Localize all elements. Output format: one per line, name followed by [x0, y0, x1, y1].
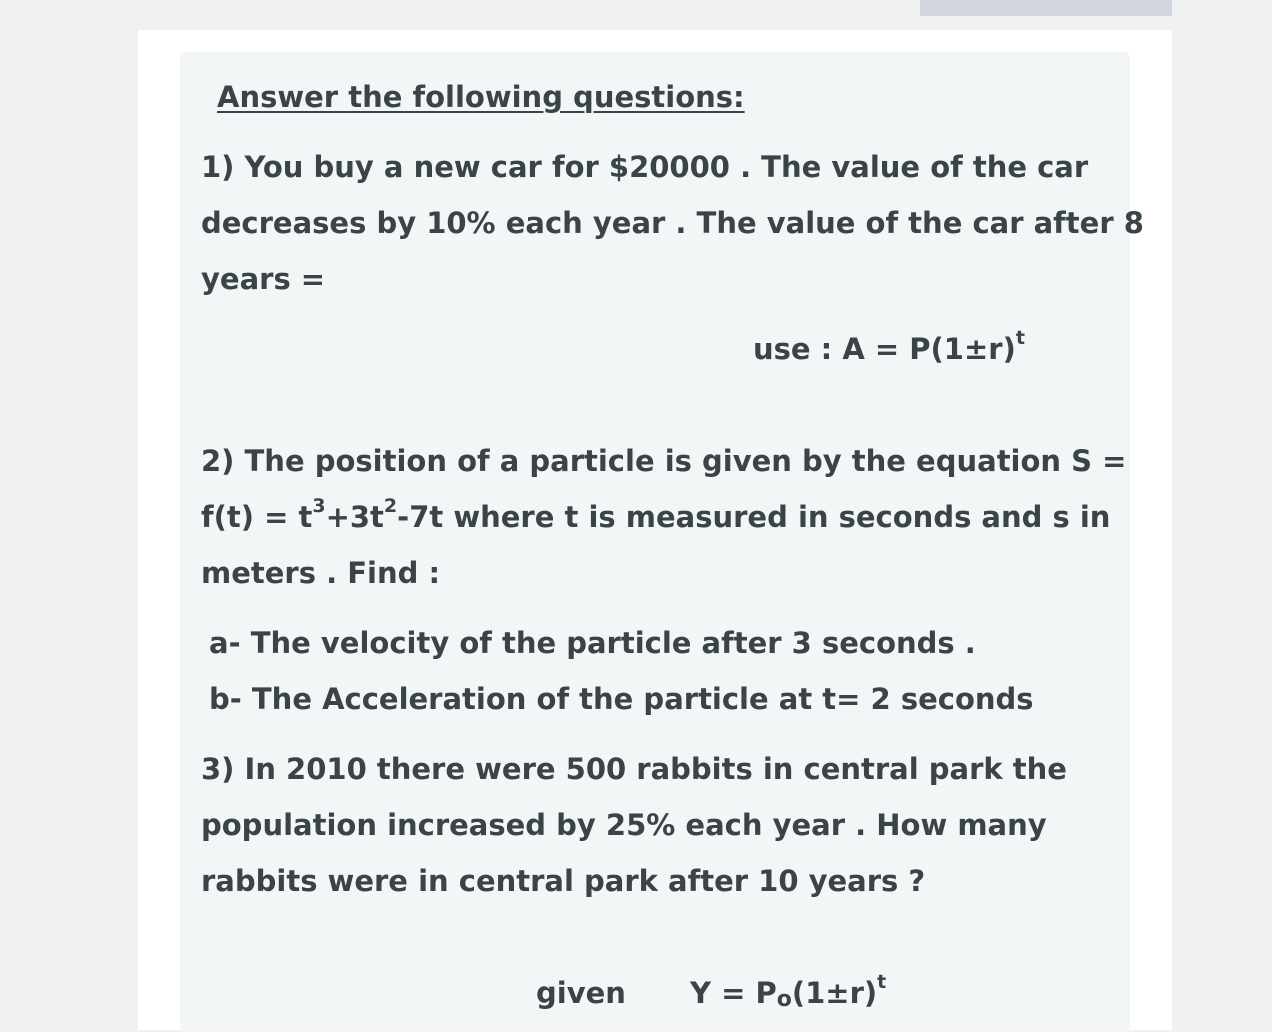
q2-line1: 2) The position of a particle is given by the equation S =: [201, 444, 1127, 478]
heading: Answer the following questions:: [217, 80, 745, 114]
top-tab: [920, 0, 1172, 16]
q1-formula-exponent: t: [1015, 327, 1025, 350]
q2-eq-part2: +3t: [325, 500, 384, 534]
q3-line2: population increased by 25% each year . How many: [201, 808, 1047, 842]
q3-formula-base: Y = P: [690, 976, 777, 1010]
q2-item-b: b- The Acceleration of the particle at t= 2 seconds: [209, 682, 1034, 716]
q1-line3: years =: [201, 262, 326, 296]
q2-line2: [201, 495, 1111, 534]
q3-formula-exponent: t: [877, 971, 887, 994]
q3-line1: 3) In 2010 there were 500 rabbits in central park the: [201, 752, 1067, 786]
q3-formula-mid: (1±r): [791, 976, 878, 1010]
q2-eq-part3: -7t where t is measured in seconds and s in: [397, 500, 1111, 534]
q1-formula-base: use : A = P(1±r): [753, 332, 1016, 366]
q2-eq-part1: f(t) = t: [201, 500, 313, 534]
q1-formula: [753, 327, 1025, 366]
q2-line3: meters . Find :: [201, 556, 441, 590]
q1-line2: decreases by 10% each year . The value of the car after 8: [201, 206, 1144, 240]
q3-line3: rabbits were in central park after 10 years ?: [201, 864, 926, 898]
q3-given-label: given: [536, 976, 626, 1010]
q1-line1: 1) You buy a new car for $20000 . The value of the car: [201, 150, 1089, 184]
q2-item-a: a- The velocity of the particle after 3 seconds .: [209, 626, 976, 660]
q3-formula: [690, 971, 887, 1012]
q2-eq-exp1: 3: [312, 495, 326, 518]
q2-eq-exp2: 2: [383, 495, 398, 518]
q3-formula-subscript: o: [776, 987, 792, 1012]
